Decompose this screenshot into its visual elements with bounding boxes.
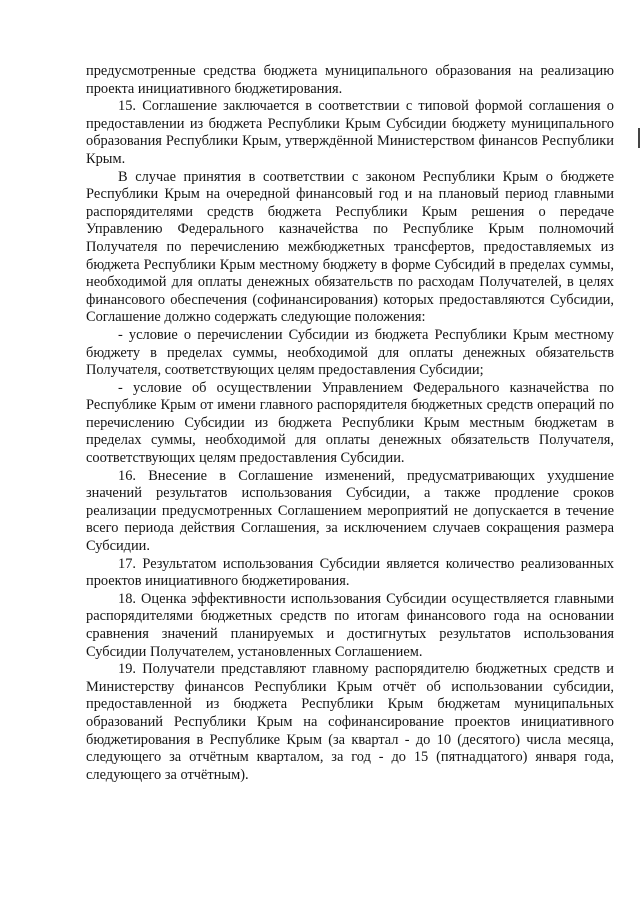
paragraph-18: 18. Оценка эффективности использования Субсидии осуществляется главными распорядителями бюджетных средств по итогам финансового года на основании сравнения значений планируемых и достигнутых результатов использования Субсидии Получателем, установленных Соглашением. — [86, 590, 614, 660]
paragraph-15: 15. Соглашение заключается в соответствии с типовой формой соглашения о предоставлении из бюджета Республики Крым Субсидии бюджету муниципального образования Республики Крым, утверждённой Министерством финансов Республики Крым. — [86, 98, 614, 167]
document-body — [86, 63, 614, 784]
paragraph-condition-2: - условие об осуществлении Управлением Федерального казначейства по Республике Крым от имени главного распорядителя бюджетных средств операций по перечислению Субсидии из бюджета Республики Крым местным бюджетам в пределах суммы, необходимой для оплаты денежных обязательств Получателя, соответствующих целям предоставления Субсидии. — [86, 379, 614, 467]
paragraph-continuation: предусмотренные средства бюджета муниципального образования на реализацию проекта инициативного бюджетирования. — [86, 63, 614, 97]
paragraph-19: 19. Получатели представляют главному распорядителю бюджетных средств и Министерству финансов Республики Крым отчёт об использовании субсидии, предоставленной из бюджета Республики Крым бюджетам муниципальных образований Республики Крым на софинансирование проектов инициативного бюджетирования в Республике Крым (за квартал - до 10 (десятого) числа месяца, следующего за отчётным кварталом, за год - до 15 (пятнадцатого) января года, следующего за отчётным). — [86, 661, 614, 783]
paragraph-17: 17. Результатом использования Субсидии является количество реализованных проектов инициативного бюджетирования. — [86, 555, 614, 590]
paragraph-16: 16. Внесение в Соглашение изменений, предусматривающих ухудшение значений результатов использования Субсидии, а также продление сроков реализации предусмотренных Соглашением мероприятий не допускается в течение всего периода действия Соглашения, за исключением случаев сокращения размера Субсидии. — [86, 467, 614, 555]
paragraph-condition-1: - условие о перечислении Субсидии из бюджета Республики Крым местному бюджету в пределах суммы, необходимой для оплаты денежных обязательств Получателя, соответствующих целям предоставления Субсидии; — [86, 326, 614, 379]
paragraph-transfer-powers: В случае принятия в соответствии с законом Республики Крым о бюджете Республики Крым на очередной финансовый год и на плановый период главными распорядителями средств бюджета Республики Крым решения о передаче Управлению Федерального казначейства по Республике Крым полномочий Получателя по перечислению межбюджетных трансфертов, предоставляемых из бюджета Республики Крым местному бюджету в форме Субсидий в пределах суммы, необходимой для оплаты денежных обязательств по расходам Получателей, в целях финансового обеспечения (софинансирования) которых предоставляются Субсидии, Соглашение должно содержать следующие положения: — [86, 168, 614, 326]
